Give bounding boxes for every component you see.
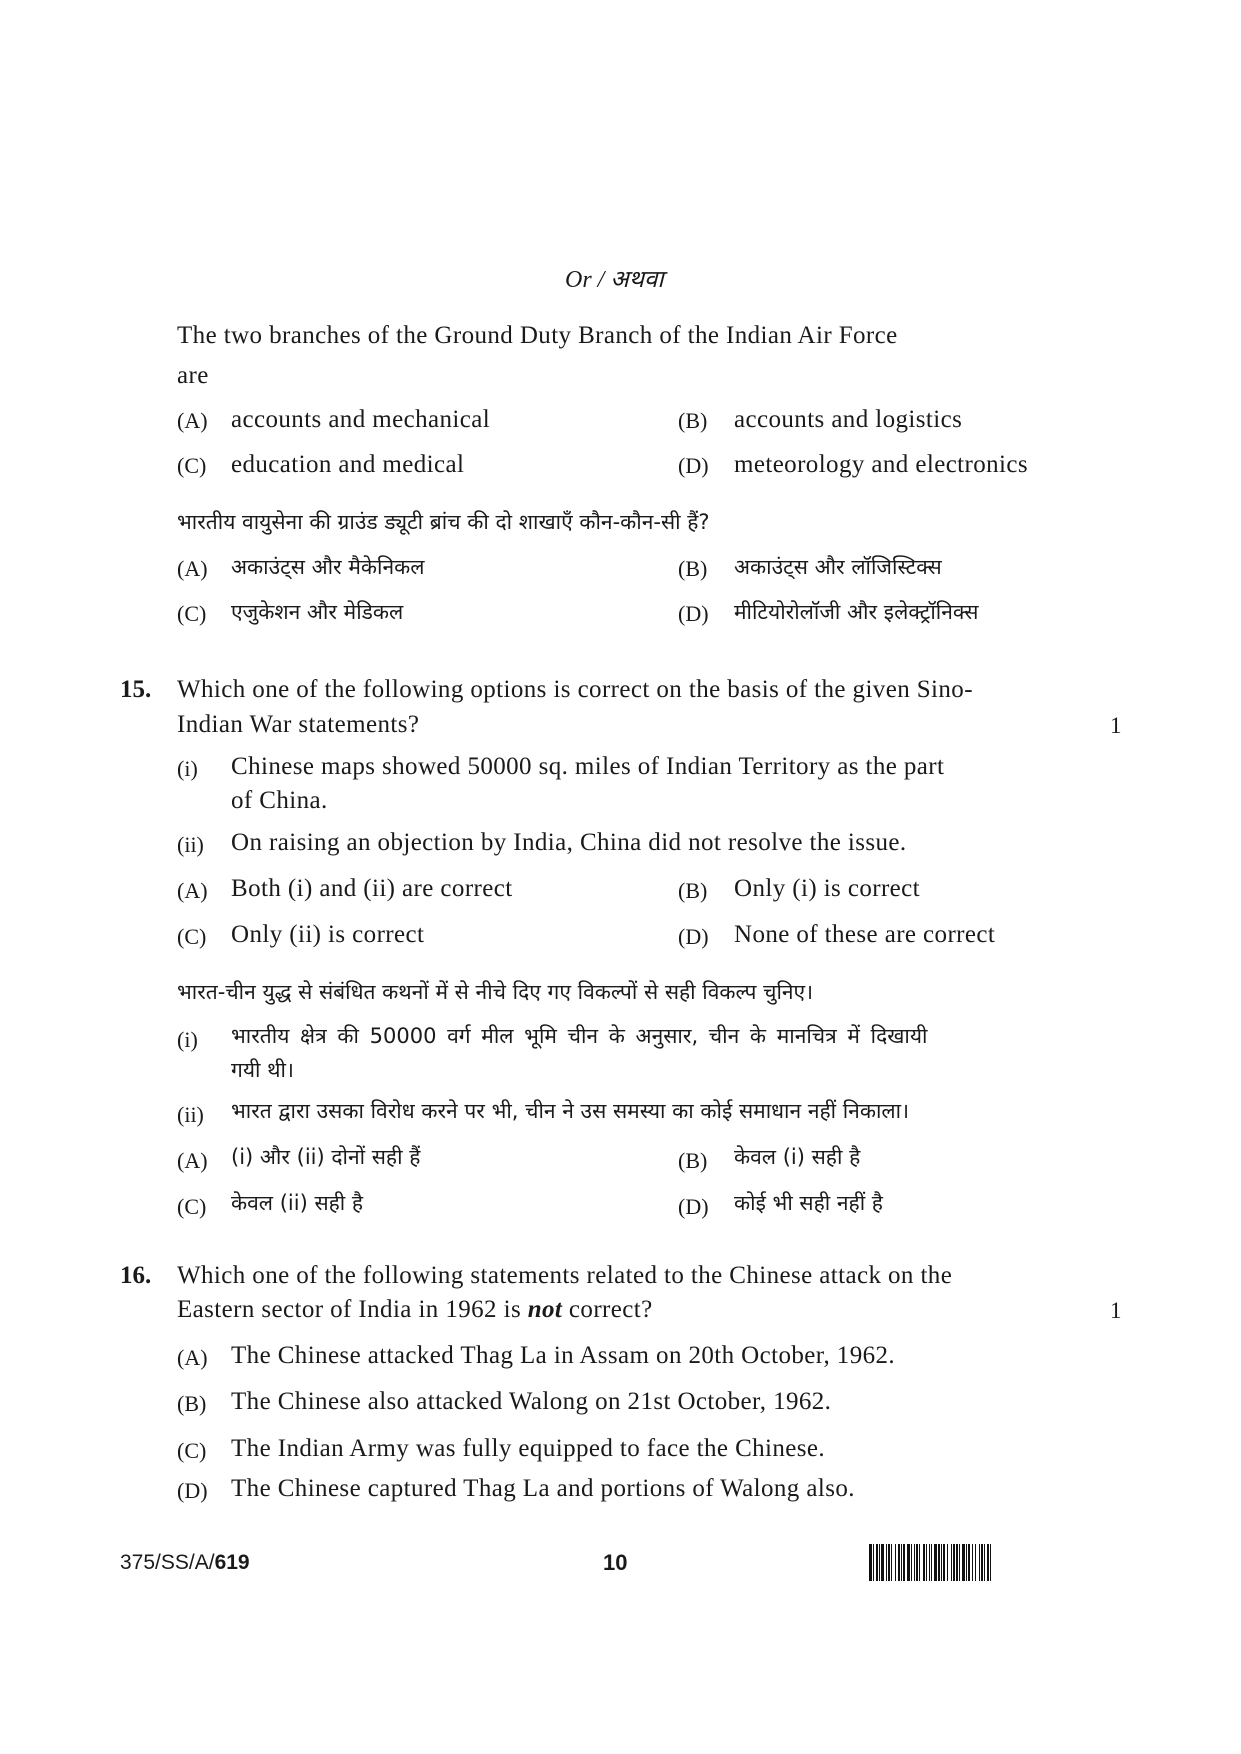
q14-alt-option-d-hindi: मीटियोरोलॉजी और इलेक्ट्रॉनिक्स [734,600,979,624]
q16-stem-line2-end: correct? [562,1296,653,1323]
q15-option-b-hindi: केवल (i) सही है [734,1145,861,1169]
q14-alt-option-a-hindi: अकाउंट्स और मैकेनिकल [231,555,425,579]
q16-option-a: The Chinese attacked Thag La in Assam on 20th October, 1962. [231,1342,896,1369]
barcode [869,1544,1127,1581]
q15-stem-hindi: भारत-चीन युद्ध से संबंधित कथनों में से नीचे दिए गए विकल्पों से सही विकल्प चुनिए। [177,980,814,1004]
paper-code-number: 619 [214,1551,250,1574]
q16-option-c: The Indian Army was fully equipped to face the Chinese. [231,1435,826,1462]
q14-alt-option-d-label: (D) [678,453,709,478]
q14-alt-stem-hindi: भारतीय वायुसेना की ग्राउंड ड्यूटी ब्रांच की दो शाखाएँ कौन-कौन-सी हैं? [177,510,710,534]
q16-option-c-label: (C) [177,1438,207,1463]
q15-marks: 1 [1110,713,1122,738]
q14-alt-option-c-hindi-label: (C) [177,601,207,626]
q15-statement-i-hindi-line1: भारतीय क्षेत्र की 50000 वर्ग मील भूमि चीन के अनुसार, चीन के मानचित्र में दिखायी [231,1024,928,1048]
q14-alt-option-c-label: (C) [177,453,207,478]
q16-marks: 1 [1110,1298,1122,1323]
q16-option-d-label: (D) [177,1478,208,1503]
q14-alt-option-a-hindi-label: (A) [177,556,208,581]
or-separator: Or / अथवा [565,267,664,293]
q15-statement-i-label: (i) [177,756,198,781]
q16-option-a-label: (A) [177,1345,208,1370]
paper-code-prefix: 375/SS/A/ [120,1551,215,1574]
paper-code [120,1551,250,1575]
q16-stem-line1: Which one of the following statements related to the Chinese attack on the [177,1262,953,1289]
q14-alt-option-a-label: (A) [177,408,208,433]
q15-stem-line2: Indian War statements? [177,711,420,738]
q15-option-b-label: (B) [678,878,708,903]
q14-alt-option-c: education and medical [231,451,465,478]
q15-option-c: Only (ii) is correct [231,921,425,948]
q15-option-d-hindi: कोई भी सही नहीं है [734,1191,883,1215]
q15-statement-i-hindi-line2: गयी थी। [231,1058,294,1082]
q16-option-b-label: (B) [177,1391,207,1416]
q14-alt-option-d-hindi-label: (D) [678,601,709,626]
q15-statement-i-hindi-label: (i) [177,1027,198,1052]
q15-option-c-hindi-label: (C) [177,1194,207,1219]
q15-option-a-hindi-label: (A) [177,1148,208,1173]
q15-statement-ii-label: (ii) [177,832,204,857]
q14-alt-option-a: accounts and mechanical [231,406,491,433]
q14-alt-option-b-label: (B) [678,408,708,433]
q15-option-a-label: (A) [177,878,208,903]
q15-option-a: Both (i) and (ii) are correct [231,875,513,902]
q16-stem-emphasis: not [527,1296,563,1323]
q14-alt-option-c-hindi: एजुकेशन और मेडिकल [231,600,404,624]
q14-alt-option-d: meteorology and electronics [734,451,1029,478]
q15-statement-ii-hindi-line1: भारत द्वारा उसका विरोध करने पर भी, चीन ने उस समस्या का कोई समाधान नहीं निकाला। [231,1099,910,1123]
q16-stem-line2 [177,1296,653,1324]
q15-option-d: None of these are correct [734,921,996,948]
barcode-stripe [991,1544,994,1581]
q15-option-c-label: (C) [177,924,207,949]
q15-option-b: Only (i) is correct [734,875,921,902]
question-16-number: 16. [120,1262,152,1289]
q16-option-d: The Chinese captured Thag La and portions of Walong also. [231,1475,855,1502]
q15-option-a-hindi: (i) और (ii) दोनों सही हैं [231,1145,421,1169]
q14-alt-option-b-hindi-label: (B) [678,556,708,581]
q14-alt-option-b-hindi: अकाउंट्स और लॉजिस्टिक्स [734,555,942,579]
q16-option-b: The Chinese also attacked Walong on 21st October, 1962. [231,1388,832,1415]
question-15-number: 15. [120,676,152,703]
q16-stem-line2-start: Eastern sector of India in 1962 is [177,1296,528,1323]
q14-alt-stem-line1: The two branches of the Ground Duty Branch of the Indian Air Force [177,322,898,349]
q14-alt-option-b: accounts and logistics [734,406,963,433]
q15-option-b-hindi-label: (B) [678,1148,708,1173]
q15-statement-ii-hindi-label: (ii) [177,1102,204,1127]
q15-stem-line1: Which one of the following options is correct on the basis of the given Sino- [177,676,973,703]
q15-statement-i-line2: of China. [231,787,328,814]
q14-alt-stem-line2: are [177,362,209,389]
q15-option-d-hindi-label: (D) [678,1194,709,1219]
q15-statement-i-line1: Chinese maps showed 50000 sq. miles of Indian Territory as the part [231,753,945,780]
q15-option-d-label: (D) [678,924,709,949]
page-number: 10 [603,1550,628,1575]
q15-option-c-hindi: केवल (ii) सही है [231,1191,364,1215]
q15-statement-ii-line1: On raising an objection by India, China did not resolve the issue. [231,829,907,856]
